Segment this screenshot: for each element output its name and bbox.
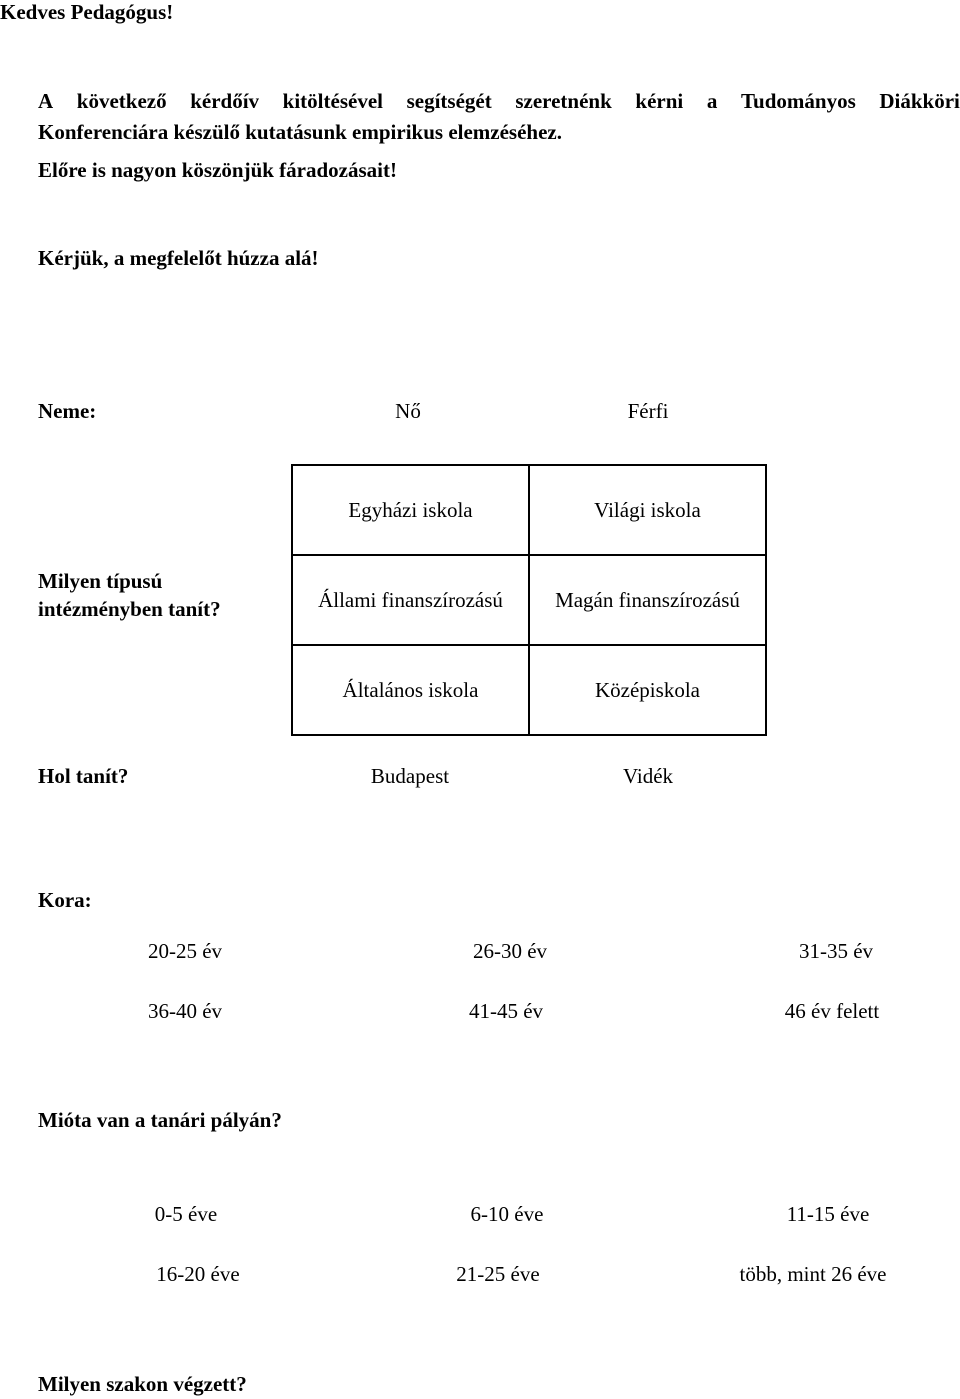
intro-word: kérdőív [190,89,260,113]
intro-paragraph [38,86,960,148]
intro-line-1 [38,86,960,117]
gender-question: Neme: [38,399,97,423]
institution-question: Milyen típusú intézményben tanít? [38,569,221,621]
institution-options-table [291,464,767,736]
age-option[interactable]: 46 év felett [784,999,880,1023]
intro-word: segítségét [406,89,492,113]
years-option[interactable]: 11-15 éve [786,1202,870,1226]
instruction-text: Kérjük, a megfelelőt húzza alá! [38,246,319,270]
age-option[interactable]: 41-45 év [468,999,544,1023]
location-option-countryside[interactable]: Vidék [622,764,674,788]
institution-row [292,465,766,555]
institution-option-church[interactable]: Egyházi iskola [292,465,529,555]
intro-word: Tudományos [740,89,856,113]
gender-option-male[interactable]: Férfi [627,399,669,423]
years-option[interactable]: 0-5 éve [154,1202,218,1226]
institution-option-secular[interactable]: Világi iskola [529,465,766,555]
intro-word: szeretnénk [515,89,612,113]
age-option[interactable]: 31-35 év [798,939,874,963]
institution-option-state-funded[interactable]: Állami finanszírozású [292,555,529,645]
institution-option-secondary[interactable]: Középiskola [529,645,766,735]
years-option[interactable]: több, mint 26 éve [739,1262,887,1286]
institution-option-primary[interactable]: Általános iskola [292,645,529,735]
gender-option-female[interactable]: Nő [395,399,421,423]
intro-word: kérni [635,89,684,113]
location-option-budapest[interactable]: Budapest [370,764,450,788]
age-option[interactable]: 20-25 év [147,939,223,963]
intro-word: következő [76,89,167,113]
intro-word: a [706,89,718,113]
intro-word: A [38,89,54,113]
intro-line-2: Konferenciára készülő kutatásunk empirikus elemzéséhez. [38,120,562,144]
age-question: Kora: [38,888,92,912]
age-option[interactable]: 26-30 év [472,939,548,963]
years-question: Mióta van a tanári pályán? [38,1108,282,1132]
institution-row [292,645,766,735]
intro-word: Diákköri [879,89,960,113]
location-question: Hol tanít? [38,764,129,788]
years-option[interactable]: 6-10 éve [470,1202,544,1226]
specialty-question: Milyen szakon végzett? [38,1372,247,1396]
age-option[interactable]: 36-40 év [147,999,223,1023]
greeting-heading: Kedves Pedagógus! [0,0,174,24]
years-option[interactable]: 16-20 éve [156,1262,240,1286]
institution-option-private-funded[interactable]: Magán finanszírozású [529,555,766,645]
institution-row [292,555,766,645]
thanks-text: Előre is nagyon köszönjük fáradozásait! [38,158,397,182]
intro-word: kitöltésével [282,89,383,113]
years-option[interactable]: 21-25 éve [456,1262,540,1286]
